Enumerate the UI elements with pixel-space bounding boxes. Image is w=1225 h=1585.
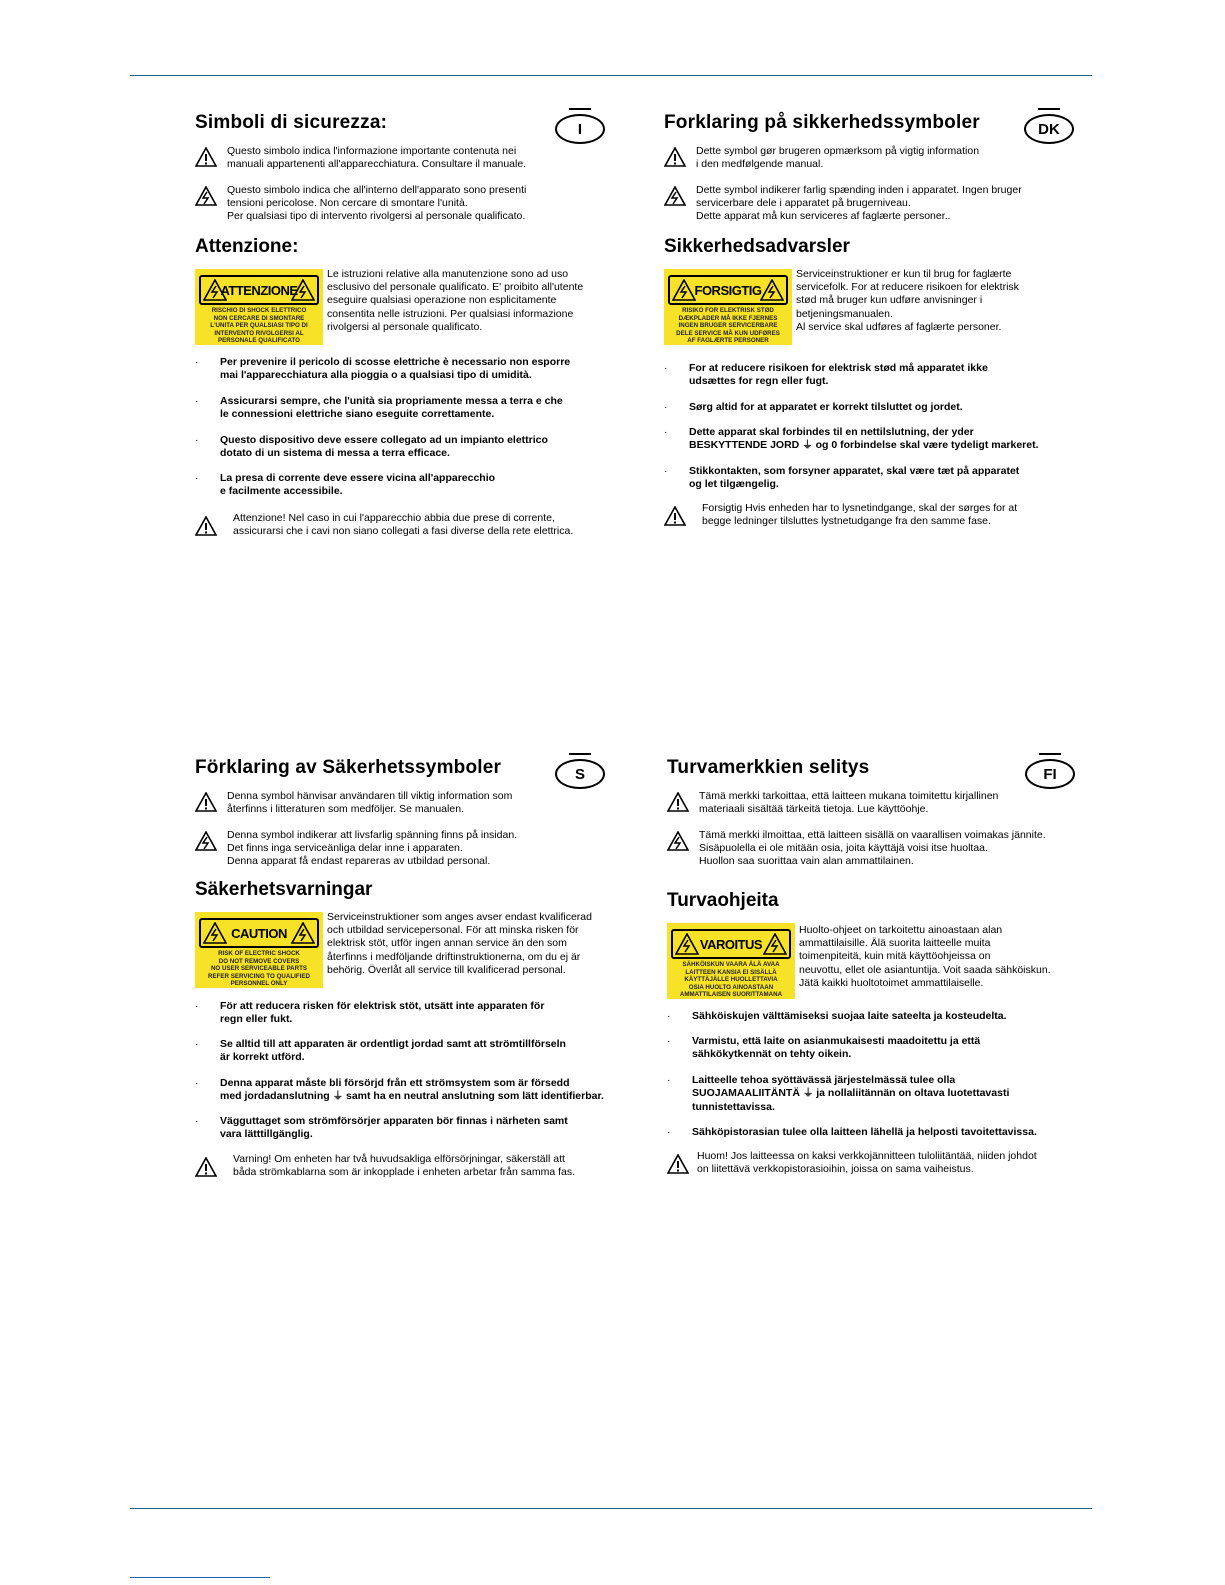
section-heading: Säkerhetsvarningar (195, 879, 373, 900)
warning-triangle-icon (195, 147, 217, 167)
caution-label-text: RISIKO FOR ELEKTRISK STØD DÆKPLADER MÅ IKKE FJERNES INGEN BRUGER SERVICERBARE DELE SERVICE MÅ KUN UDFØRES AF FAGLÆRTE PERSONER (676, 307, 780, 345)
caution-label (195, 912, 323, 988)
caution-label-text: RISK OF ELECTRIC SHOCK DO NOT REMOVE COVERS NO USER SERVICEABLE PARTS REFER SERVICING TO QUALIFIED PERSONNEL ONLY (208, 950, 310, 988)
caution-label-title: CAUTION (231, 925, 287, 941)
warning-triangle-icon (667, 792, 689, 812)
safety-bullet: · För att reducera risken för elektrisk stöt, utsätt inte apparaten för regn eller fukt. (195, 1000, 545, 1026)
phase-warning-text: Huom! Jos laitteessa on kaksi verkkojännitteen tuloliitäntää, niiden johdot on liitettävä verkkopistorasioihin, joissa on sama vaiheistus. (697, 1150, 1037, 1176)
phase-warning-text: Forsigtig Hvis enheden har to lysnetindgange, skal der sørges for at begge ledninger tilsluttes lystnetudgange fra den samme fase. (702, 502, 1018, 528)
warning-triangle-icon (664, 506, 686, 526)
caution-label-text: SÄHKÖISKUN VAARA ÄLÄ AVAA LAITTEEN KANSIA EI SISÄLLÄ KÄYTTÄJÄLLE HUOLLETTAVIA OSIA HUOLTO AINOASTAAN AMMATTILAISEN SUORITTAMANA (679, 961, 783, 999)
info-symbol-text: Denna symbol hänvisar användaren till viktig information som återfinns i litteraturen som medföljer. Se manualen. (227, 790, 513, 815)
safety-bullet: · Assicurarsi sempre, che l'unità sia propriamente messa a terra e che le connessioni elettriche siano eseguite correttamente. (195, 395, 563, 421)
safety-bullet: · Dette apparat skal forbindes til en nettilslutning, der yder BESKYTTENDE JORD ⏚ og 0 forbindelse skal være tydeligt markeret. (664, 426, 1039, 452)
caution-label (195, 269, 323, 345)
electric-shock-icon (291, 922, 315, 944)
shock-symbol-text: Dette symbol indikerer farlig spænding inden i apparatet. Ingen bruger servicerbare dele i apparatet på brugerniveau. Dette apparat må kun serviceres af faglærte personer.. (696, 184, 1022, 222)
shock-symbol-text: Denna symbol indikerar att livsfarlig spänning finns på insidan. Det finns inga serviceänliga delar inne i apparaten. Denna apparat få endast repareras av utbildad personal. (227, 829, 518, 867)
safety-bullet: · Per prevenire il pericolo di scosse elettriche è necessario non esporre mai l'apparecchiatura alla pioggia o a qualsiasi tipo di umidità. (195, 356, 571, 382)
panel-title: Turvamerkkien selitys (667, 757, 870, 778)
warning-triangle-icon (664, 147, 686, 167)
footer-rule (130, 1508, 1092, 1509)
warning-triangle-icon (667, 1154, 689, 1174)
caution-label (667, 923, 795, 999)
phase-warning (195, 1153, 575, 1179)
phase-warning-text: Varning! Om enheten har två huvudsakliga elförsörjningar, säkerställ att båda strömkablarna som är inkopplade i enheten arbetar från samma fas. (233, 1153, 576, 1179)
phase-warning-text: Attenzione! Nel caso in cui l'apparecchio abbia due prese di corrente, assicurarsi che i cavi non siano collegati a fasi diverse della rete elettrica. (233, 512, 574, 538)
shock-symbol-row (664, 184, 1022, 223)
info-symbol-row (195, 790, 512, 816)
caution-label-title: ATTENZIONE (220, 282, 298, 298)
info-symbol-text: Tämä merkki tarkoittaa, että laitteen mukana toimitettu kirjallinen materiaali sisältää tärkeitä tietoja. Lue käyttöohje. (699, 790, 999, 815)
electric-shock-icon (667, 831, 689, 851)
caution-label-header (671, 929, 791, 959)
electric-shock-icon (664, 186, 686, 206)
phase-warning (664, 502, 1017, 528)
safety-bullet: · Denna apparat måste bli försörjd från ett strömsystem som är försedd med jordadanslutning ⏚ samt ha en neutral anslutning som lätt identifierbar. (195, 1077, 604, 1103)
footer-link-underline (130, 1577, 270, 1578)
info-symbol-text: Dette symbol gør brugeren opmærksom på vigtig information i den medfølgende manual. (696, 145, 980, 170)
safety-bullet: · Sähköpistorasian tulee olla laitteen lähellä ja helposti tavoitettavissa. (667, 1126, 1037, 1138)
warning-triangle-icon (195, 1157, 217, 1177)
info-symbol-text: Questo simbolo indica l'informazione importante contenuta nei manuali appartenenti all'apparecchiatura. Consultare il manuale. (227, 145, 527, 170)
safety-bullet: · For at reducere risikoen for elektrisk stød må apparatet ikke udsættes for regn eller fugt. (664, 362, 988, 388)
section-heading: Attenzione: (195, 236, 299, 257)
service-instructions: Le istruzioni relative alla manutenzione sono ad uso esclusivo del personale qualificato. E' proibito all'utente eseguire qualsiasi operazione non esplicitamente consentita nelle istruzioni. Per qualsiasi informazione rivolgersi al personale qualificato. (327, 268, 584, 333)
caution-label-text: RISCHIO DI SHOCK ELETTRICO NON CERCARE DI SMONTARE L'UNITA PER QUALSIASI TIPO DI INTERVENTO RIVOLGERSI AL PERSONALE QUALIFICATO (210, 307, 308, 345)
language-badge: S (555, 759, 605, 789)
electric-shock-icon (203, 922, 227, 944)
safety-bullet: · Sørg altid for at apparatet er korrekt tilsluttet og jordet. (664, 401, 963, 413)
service-instructions: Huolto-ohjeet on tarkoitettu ainoastaan alan ammattilaisille. Älä suorita laitteelle muita toimenpiteitä, kuin mitä käyttöohjeissa on neuvottu, ellet ole asiantuntija. Voit saada sähköiskun. Jätä kaikki huoltotoimet ammattilaiselle. (799, 924, 1051, 989)
electric-shock-icon (675, 933, 699, 955)
section-heading: Sikkerhedsadvarsler (664, 236, 850, 257)
electric-shock-icon (195, 186, 217, 206)
shock-symbol-row (667, 829, 1046, 868)
safety-bullet: · Se alltid till att apparaten är ordentligt jordad samt att strömtillförseln är korrekt utförd. (195, 1038, 566, 1064)
language-badge: DK (1024, 114, 1074, 144)
electric-shock-icon (291, 279, 315, 301)
safety-bullet: · Vägguttaget som strömförsörjer apparaten bör finnas i närheten samt vara lätttillgänglig. (195, 1115, 568, 1141)
panel-title: Forklaring på sikkerhedssymboler (664, 112, 980, 133)
service-instructions: Serviceinstruktioner er kun til brug for faglærte servicefolk. For at reducere risikoen for elektrisk stød må bruger kun udføre anvisninger i betjeningsmanualen. Al service skal udføres af faglærte personer. (796, 268, 1019, 333)
info-symbol-row (667, 790, 998, 816)
info-symbol-row (664, 145, 979, 171)
safety-bullet: · Sähköiskujen välttämiseksi suojaa laite sateelta ja kosteudelta. (667, 1010, 1007, 1022)
caution-label-header (668, 275, 788, 305)
shock-symbol-row (195, 829, 517, 868)
safety-bullet: · Stikkontakten, som forsyner apparatet, skal være tæt på apparatet og let tilgængelig. (664, 465, 1020, 491)
section-heading: Turvaohjeita (667, 890, 779, 911)
shock-symbol-text: Tämä merkki ilmoittaa, että laitteen sisällä on vaarallisen voimakas jännite. Sisäpuolella ei ole mitään osia, joita käyttäjä voisi itse huoltaa. Huollon saa suorittaa vain alan ammattilainen. (699, 829, 1046, 867)
safety-bullet: · Varmistu, että laite on asianmukaisesti maadoitettu ja että sähkökytkennät on tehty oikein. (667, 1035, 981, 1061)
language-badge: I (555, 114, 605, 144)
caution-label-title: FORSIGTIG (694, 282, 762, 298)
safety-bullet: · Questo dispositivo deve essere collegato ad un impianto elettrico dotato di un sistema di messa a terra efficace. (195, 434, 548, 460)
electric-shock-icon (760, 279, 784, 301)
shock-symbol-row (195, 184, 526, 223)
electric-shock-icon (195, 831, 217, 851)
warning-triangle-icon (195, 792, 217, 812)
electric-shock-icon (763, 933, 787, 955)
phase-warning (195, 512, 573, 538)
electric-shock-icon (203, 279, 227, 301)
caution-label-header (199, 918, 319, 948)
language-badge: FI (1025, 759, 1075, 789)
phase-warning (667, 1150, 1037, 1176)
caution-label-title: VAROITUS (699, 936, 763, 952)
panel-title: Förklaring av Säkerhetssymboler (195, 757, 502, 778)
caution-label (664, 269, 792, 345)
caution-label-header (199, 275, 319, 305)
shock-symbol-text: Questo simbolo indica che all'interno dell'apparato sono presenti tensioni pericolose. Non cercare di smontare l'unità. Per qualsiasi tipo di intervento rivolgersi al personale qualificato. (227, 184, 527, 222)
electric-shock-icon (672, 279, 696, 301)
info-symbol-row (195, 145, 526, 171)
header-rule (130, 75, 1092, 76)
safety-bullet: · La presa di corrente deve essere vicina all'apparecchio e facilmente accessibile. (195, 472, 496, 498)
service-instructions: Serviceinstruktioner som anges avser endast kvalificerad och utbildad servicepersonal. För att minska risken för elektrisk stöt, utför ingen annan service än den som återfinns i medföljande driftinstruktionerna, om du ej är behörig. Överlåt all service till kvalificerad personal. (327, 911, 592, 976)
safety-bullet: · Laitteelle tehoa syöttävässä järjestelmässä tulee olla SUOJAMAALIITÄNTÄ ⏚ ja nollaliitännän on oltava luotettavasti tunnistettavissa. (667, 1074, 1010, 1113)
warning-triangle-icon (195, 516, 217, 536)
panel-title: Simboli di sicurezza: (195, 112, 388, 133)
